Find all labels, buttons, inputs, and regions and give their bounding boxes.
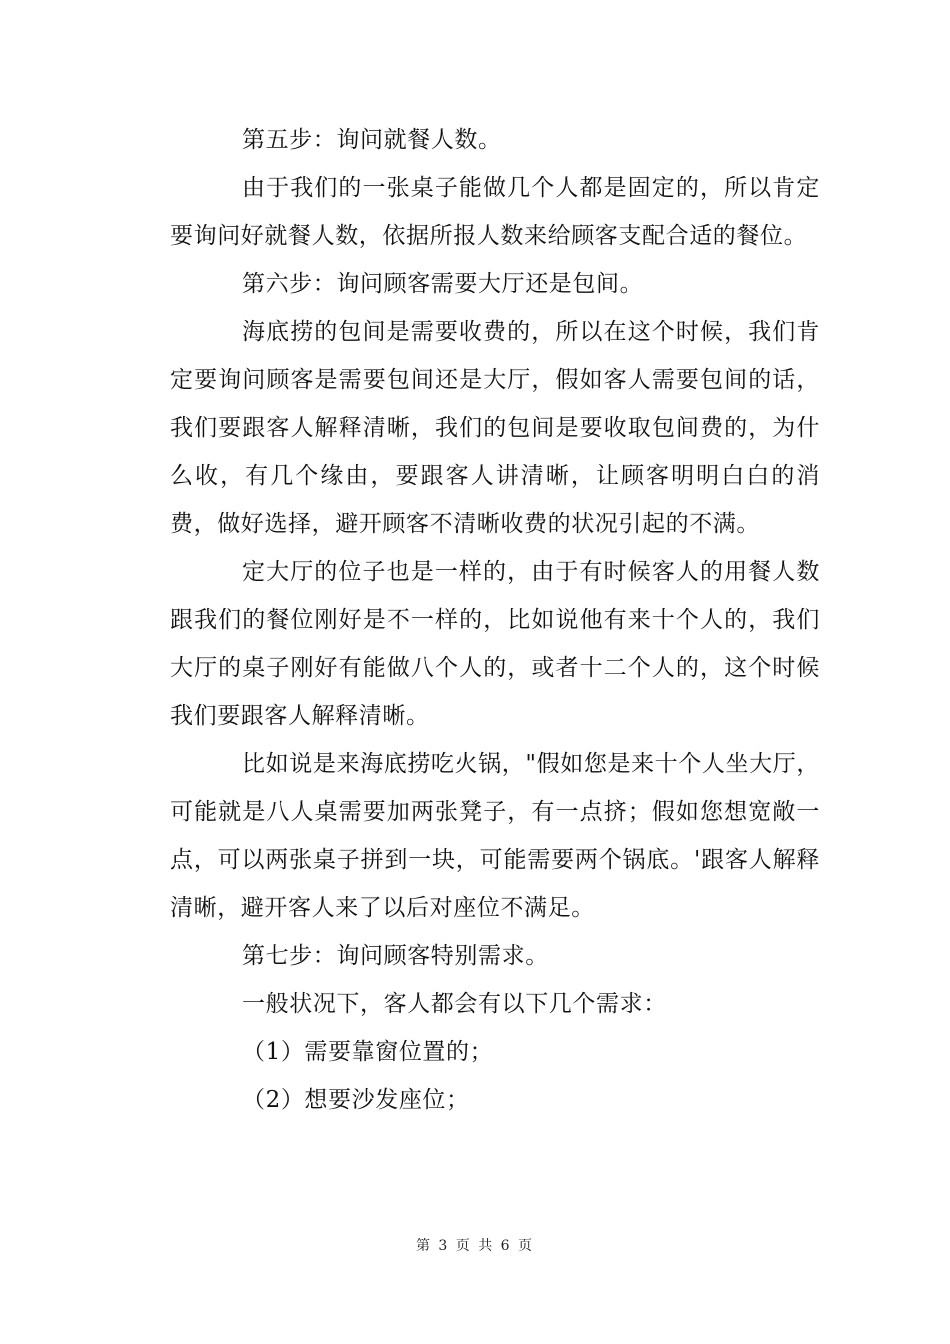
paragraph-hall-seating: 定大厅的位子也是一样的，由于有时候客人的用餐人数跟我们的餐位刚好是不一样的，比如说他有来十个人的，我们大厅的桌子刚好有能做八个人的，或者十二个人的，这个时候我们要跟客人解释清晰。	[170, 559, 820, 729]
list-item-sofa-seat: （2）想要沙发座位；	[242, 1087, 470, 1113]
step-seven-heading: 第七步：询问顾客特别需求。	[242, 943, 549, 969]
document-body	[170, 116, 820, 1124]
paragraph-example-hotpot: 比如说是来海底捞吃火锅，"假如您是来十个人坐大厅，可能就是八人桌需要加两张凳子，有一点挤；假如您想宽敞一点，可以两张桌子拼到一块，可能需要两个锅底。'跟客人解释清晰，避开客人来了以后对座位不满足。	[170, 751, 820, 921]
paragraph-seating-count: 由于我们的一张桌子能做几个人都是固定的，所以肯定要询问好就餐人数，依据所报人数来给顾客支配合适的餐位。	[170, 175, 820, 249]
step-five-heading: 第五步：询问就餐人数。	[242, 127, 502, 153]
list-item-window-seat: （1）需要靠窗位置的；	[242, 1039, 494, 1065]
page-number-footer: 第 3 页 共 6 页	[415, 1238, 535, 1254]
paragraph-private-room-fee: 海底捞的包间是需要收费的，所以在这个时候，我们肯定要询问顾客是需要包间还是大厅，假如客人需要包间的话，我们要跟客人解释清晰，我们的包间是要收取包间费的，为什么收，有几个缘由，要跟客人讲清晰，让顾客明明白白的消费，做好选择，避开顾客不清晰收费的状况引起的不满。	[170, 319, 820, 537]
step-six-heading: 第六步：询问顾客需要大厅还是包间。	[242, 271, 644, 297]
paragraph-common-needs: 一般状况下，客人都会有以下几个需求：	[242, 991, 667, 1017]
